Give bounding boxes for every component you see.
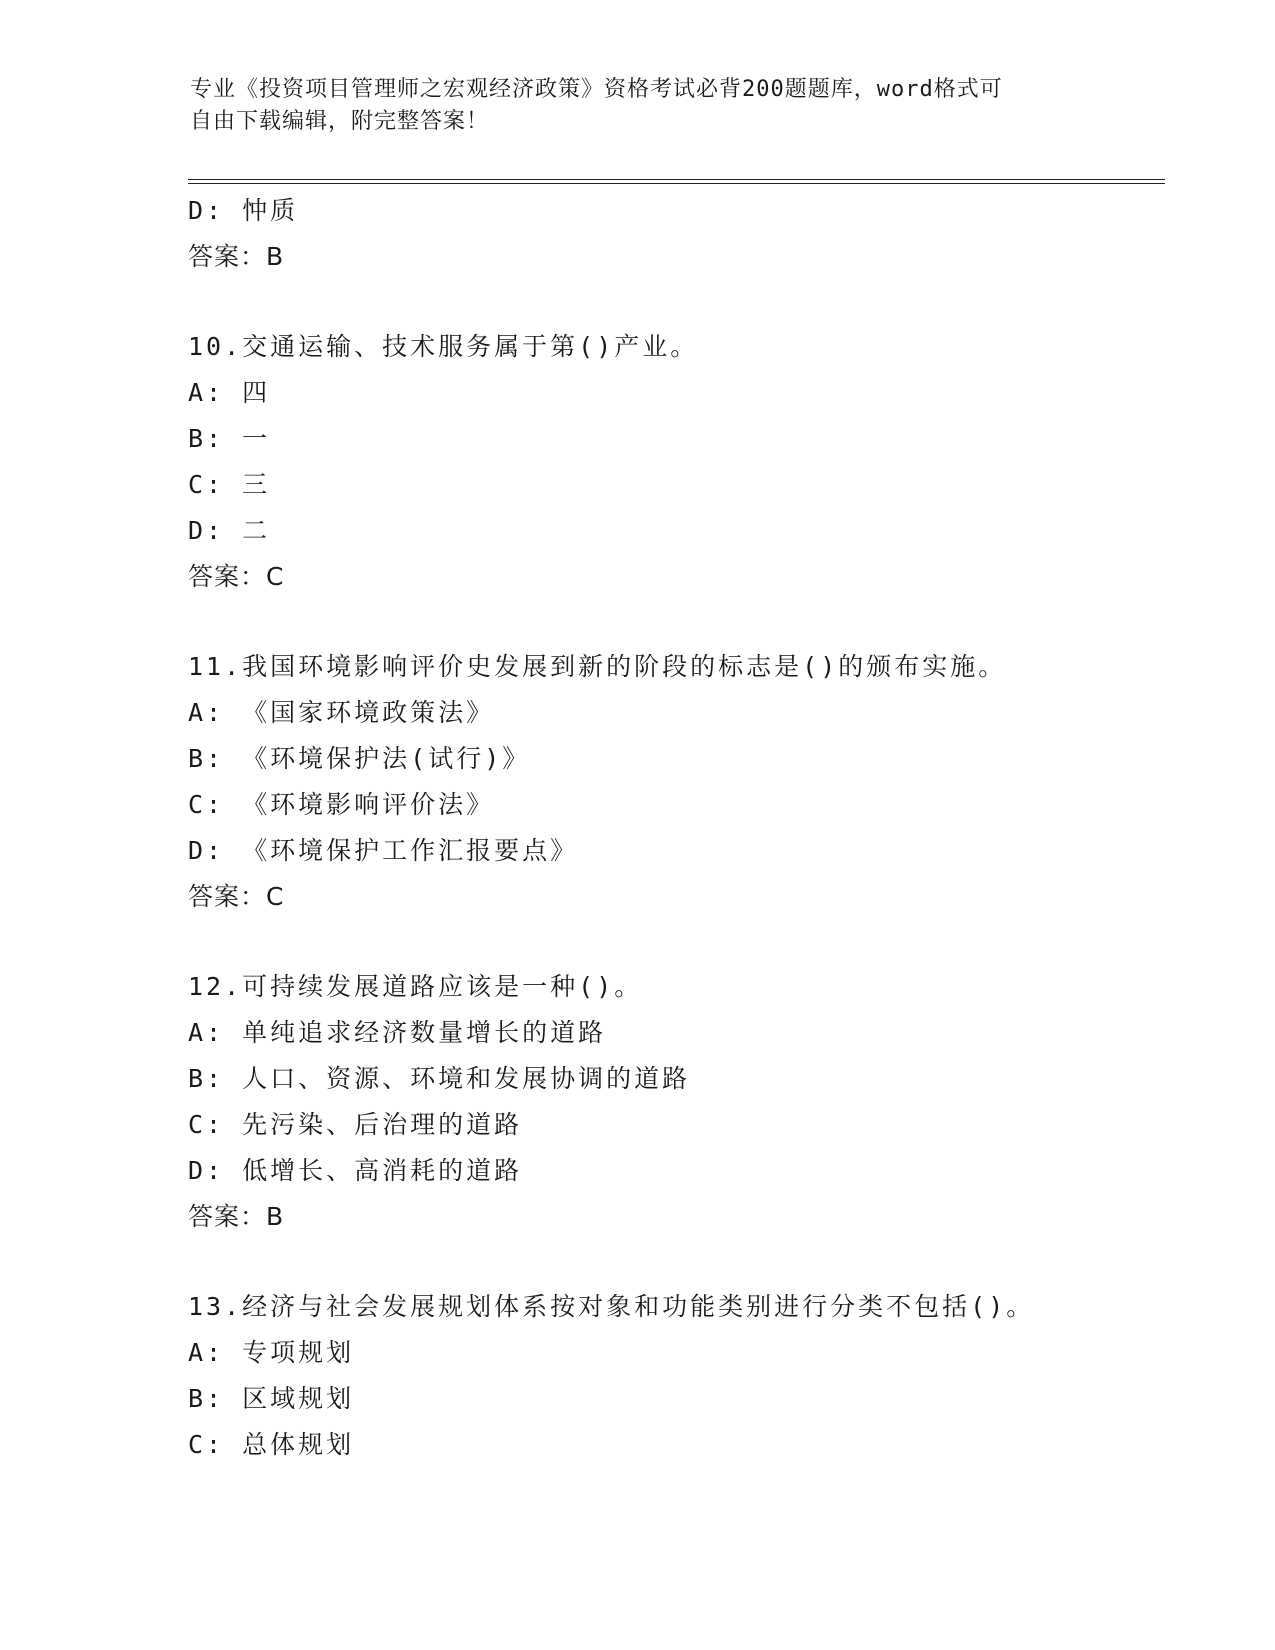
option-c: C: 先污染、后治理的道路 — [188, 1110, 523, 1139]
option-c: C: 《环境影响评价法》 — [188, 790, 495, 819]
option-b: B: 人口、资源、环境和发展协调的道路 — [188, 1064, 691, 1093]
header-divider — [188, 179, 1165, 184]
question-list — [188, 188, 1165, 1468]
option-a: A: 《国家环境政策法》 — [188, 698, 495, 727]
header-line-2: 自由下载编辑，附完整答案！ — [190, 109, 490, 134]
spacer — [188, 600, 1165, 644]
answer: 答案：C — [188, 562, 285, 591]
option-c: C: 三 — [188, 470, 271, 499]
previous-option-d: D: 忡质 — [188, 196, 299, 225]
previous-answer: 答案：B — [188, 242, 285, 271]
question-13 — [188, 1284, 1165, 1468]
option-a: A: 四 — [188, 378, 271, 407]
question-text: 12.可持续发展道路应该是一种()。 — [188, 972, 643, 1001]
spacer — [188, 920, 1165, 964]
option-a: A: 单纯追求经济数量增长的道路 — [188, 1018, 607, 1047]
spacer — [188, 1240, 1165, 1284]
option-b: B: 一 — [188, 424, 271, 453]
option-b: B: 区域规划 — [188, 1384, 355, 1413]
option-b: B: 《环境保护法(试行)》 — [188, 744, 531, 773]
answer: 答案：B — [188, 1202, 285, 1231]
question-text: 11.我国环境影响评价史发展到新的阶段的标志是()的颁布实施。 — [188, 652, 1007, 681]
question-10 — [188, 324, 1165, 600]
option-d: D: 低增长、高消耗的道路 — [188, 1156, 523, 1185]
option-c: C: 总体规划 — [188, 1430, 355, 1459]
document-header — [190, 74, 1090, 138]
answer: 答案：C — [188, 882, 285, 911]
header-line-1: 专业《投资项目管理师之宏观经济政策》资格考试必背200题题库，word格式可 — [190, 77, 1003, 102]
question-12 — [188, 964, 1165, 1240]
option-d: D: 《环境保护工作汇报要点》 — [188, 836, 579, 865]
question-text: 10.交通运输、技术服务属于第()产业。 — [188, 332, 699, 361]
spacer — [188, 280, 1165, 324]
option-d: D: 二 — [188, 516, 271, 545]
question-11 — [188, 644, 1165, 920]
question-text: 13.经济与社会发展规划体系按对象和功能类别进行分类不包括()。 — [188, 1292, 1035, 1321]
option-a: A: 专项规划 — [188, 1338, 355, 1367]
